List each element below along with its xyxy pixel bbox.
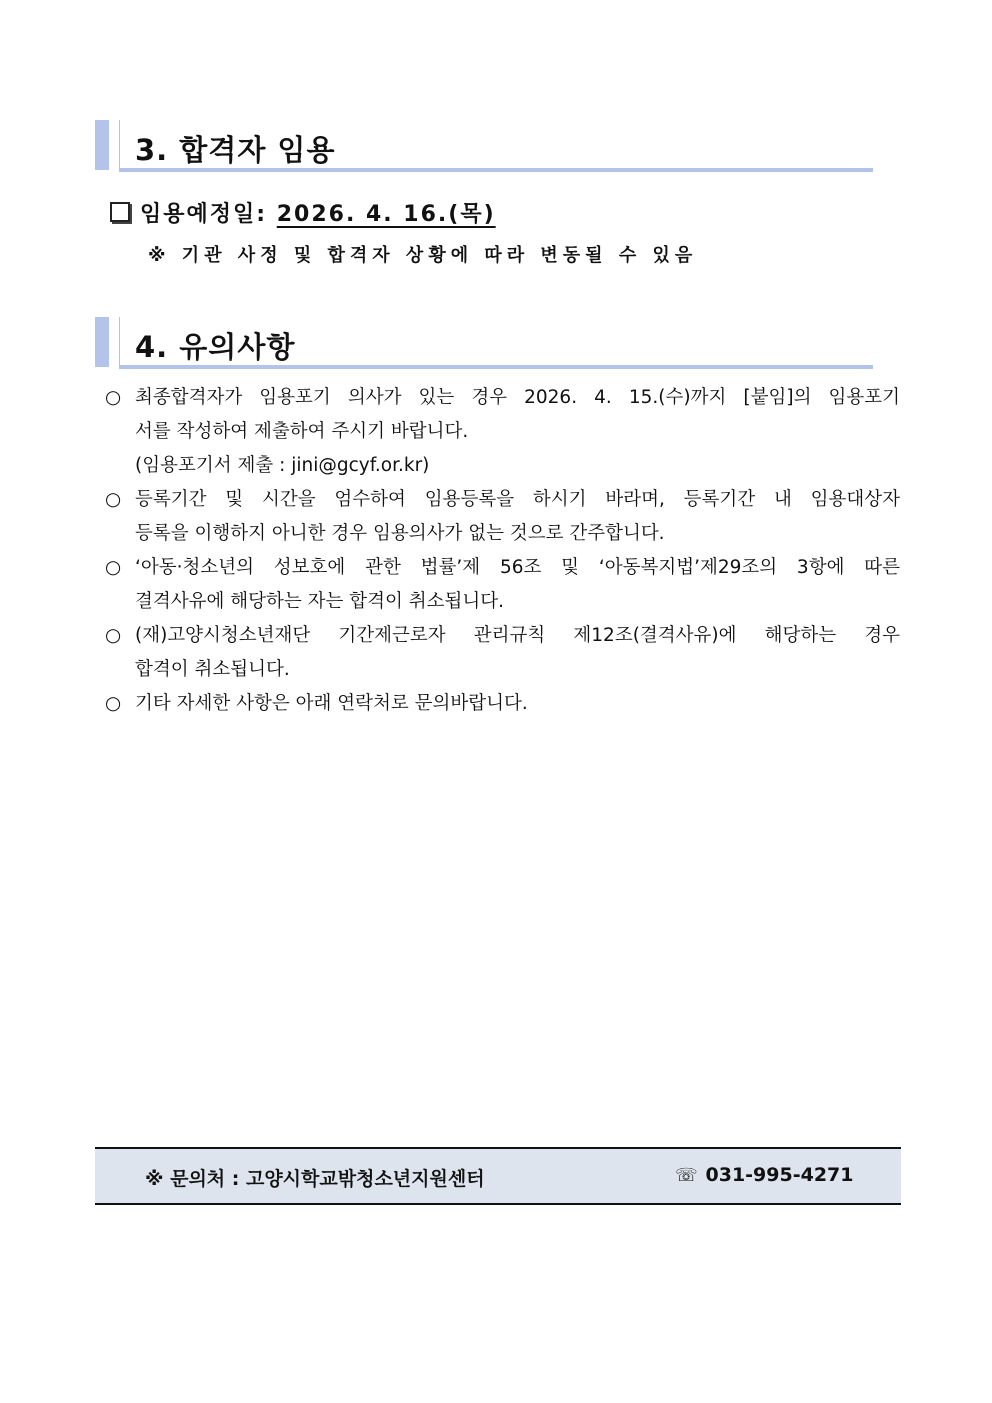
email-contact: (임용포기서 제출 : jini@gcyf.or.kr) bbox=[135, 455, 430, 476]
list-item: ○ 등록기간 및 시간을 엄수하여 임용등록을 하시기 바라며, 등록기간 내 임용대상자 등록을 이행하지 아니한 경우 임용의사가 없는 것으로 간주합니다. bbox=[105, 483, 900, 551]
circle-bullet-icon: ○ bbox=[105, 387, 122, 408]
schedule-note: ※ 기관 사정 및 합격자 상황에 따라 변동될 수 있음 bbox=[148, 245, 698, 266]
checkbox-square-icon bbox=[110, 202, 130, 222]
section-underline bbox=[119, 168, 873, 172]
phone-icon: ☏ bbox=[675, 1165, 698, 1186]
list-item: ○ 기타 자세한 사항은 아래 연락처로 문의바랍니다. bbox=[105, 687, 900, 721]
appointment-date bbox=[110, 197, 496, 228]
section-marker-bar bbox=[95, 317, 109, 367]
section-4-header bbox=[95, 317, 873, 369]
list-item: ○ ‘아동·청소년의 성보호에 관한 법률’제 56조 및 ‘아동복지법’제29조의 3항에 따른 결격사유에 해당하는 자는 합격이 취소됩니다. bbox=[105, 551, 900, 619]
section-marker-bar bbox=[95, 120, 109, 170]
section-4-title: 4. 유의사항 bbox=[135, 330, 296, 364]
circle-bullet-icon: ○ bbox=[105, 557, 122, 578]
section-underline bbox=[119, 365, 873, 369]
notice-list bbox=[105, 381, 900, 721]
circle-bullet-icon: ○ bbox=[105, 693, 122, 714]
circle-bullet-icon: ○ bbox=[105, 625, 122, 646]
schedule-label: 임용예정일: bbox=[140, 202, 268, 227]
section-3-title: 3. 합격자 임용 bbox=[135, 133, 336, 167]
phone-number: 031-995-4271 bbox=[705, 1164, 854, 1186]
list-item: ○ 최종합격자가 임용포기 의사가 있는 경우 2026. 4. 15.(수)까지 [붙임]의 임용포기 서를 작성하여 제출하여 주시기 바랍니다. (임용포기서 제출 : jini@gcyf.or.kr) bbox=[105, 381, 900, 483]
schedule-date: 2026. 4. 16.(목) bbox=[276, 202, 496, 227]
section-3-header bbox=[95, 120, 873, 172]
contact-label: ※ 문의처 : 고양시학교밖청소년지원센터 bbox=[145, 1168, 485, 1190]
contact-phone bbox=[675, 1164, 854, 1186]
list-item: ○ (재)고양시청소년재단 기간제근로자 관리규칙 제12조(결격사유)에 해당하는 경우 합격이 취소됩니다. bbox=[105, 619, 900, 687]
contact-box bbox=[95, 1147, 901, 1205]
circle-bullet-icon: ○ bbox=[105, 489, 122, 510]
